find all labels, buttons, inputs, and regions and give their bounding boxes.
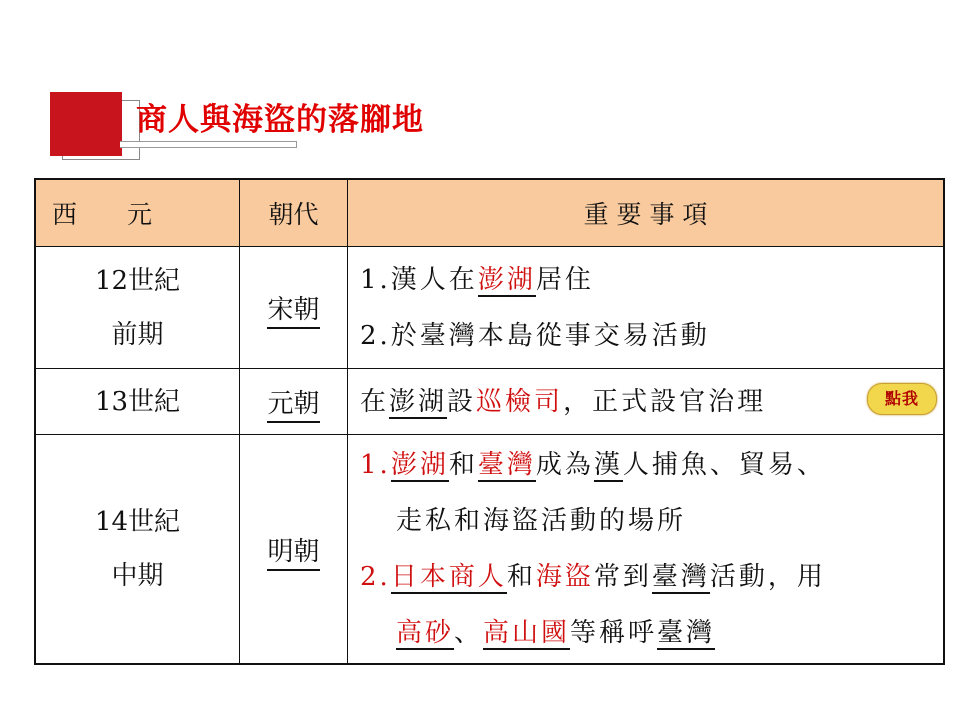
table-row <box>35 369 944 435</box>
keyword-link[interactable]: 高砂 <box>396 618 455 648</box>
events-table <box>34 178 945 665</box>
era-text: 中期 <box>111 561 164 591</box>
keyword-link[interactable]: 臺灣 <box>657 618 716 648</box>
dynasty-cell <box>240 435 348 665</box>
era-text: 前期 <box>111 319 164 350</box>
era-cell <box>35 247 240 369</box>
table-row <box>35 435 944 665</box>
table-row <box>35 247 944 369</box>
keyword-link[interactable]: 澎湖 <box>389 386 448 417</box>
era-cell <box>35 435 240 665</box>
dynasty-link[interactable]: 元朝 <box>267 389 319 423</box>
event-line: 走私和海盜活動的場所 <box>396 506 687 536</box>
events-cell <box>348 435 945 665</box>
dynasty-link[interactable]: 明朝 <box>267 537 319 571</box>
header-row <box>35 179 944 247</box>
header-era: 西 元 <box>35 179 240 247</box>
dynasty-cell <box>240 247 348 369</box>
keyword-link[interactable]: 漢 <box>593 450 623 480</box>
event-line: 高砂、高山國等稱呼臺灣 <box>396 618 716 648</box>
header-dynasty: 朝代 <box>240 179 348 247</box>
events-cell <box>348 369 945 435</box>
event-line: 在澎湖設巡檢司，正式設官治理 <box>360 386 767 417</box>
keyword-link[interactable]: 澎湖 <box>390 450 449 480</box>
page-title: 商人與海盜的落腳地 <box>136 102 424 138</box>
event-line: 1.漢人在澎湖居住 <box>360 264 594 295</box>
decor-red-square <box>50 92 122 156</box>
header-events: 重 要 事 項 <box>348 179 945 247</box>
events-cell <box>348 247 945 369</box>
keyword-link[interactable]: 臺灣 <box>651 562 710 592</box>
keyword-link[interactable]: 澎湖 <box>477 264 536 295</box>
keyword-link[interactable]: 日本商人 <box>390 562 507 592</box>
keyword-link[interactable]: 臺灣 <box>477 450 536 480</box>
decor-bar <box>120 141 297 148</box>
click-me-button[interactable]: 點我 <box>867 383 937 415</box>
event-line: 2.日本商人和海盜常到臺灣活動，用 <box>360 562 826 592</box>
dynasty-link[interactable]: 宋朝 <box>267 295 319 329</box>
era-cell <box>35 369 240 435</box>
event-line: 2.於臺灣本島從事交易活動 <box>360 320 710 351</box>
era-text: 12世紀 <box>94 265 181 296</box>
event-line: 1.澎湖和臺灣成為漢人捕魚、貿易、 <box>360 450 826 480</box>
era-text: 13世紀 <box>94 386 181 417</box>
era-text: 14世紀 <box>94 507 181 537</box>
dynasty-cell <box>240 369 348 435</box>
keyword-link[interactable]: 高山國 <box>483 618 571 648</box>
